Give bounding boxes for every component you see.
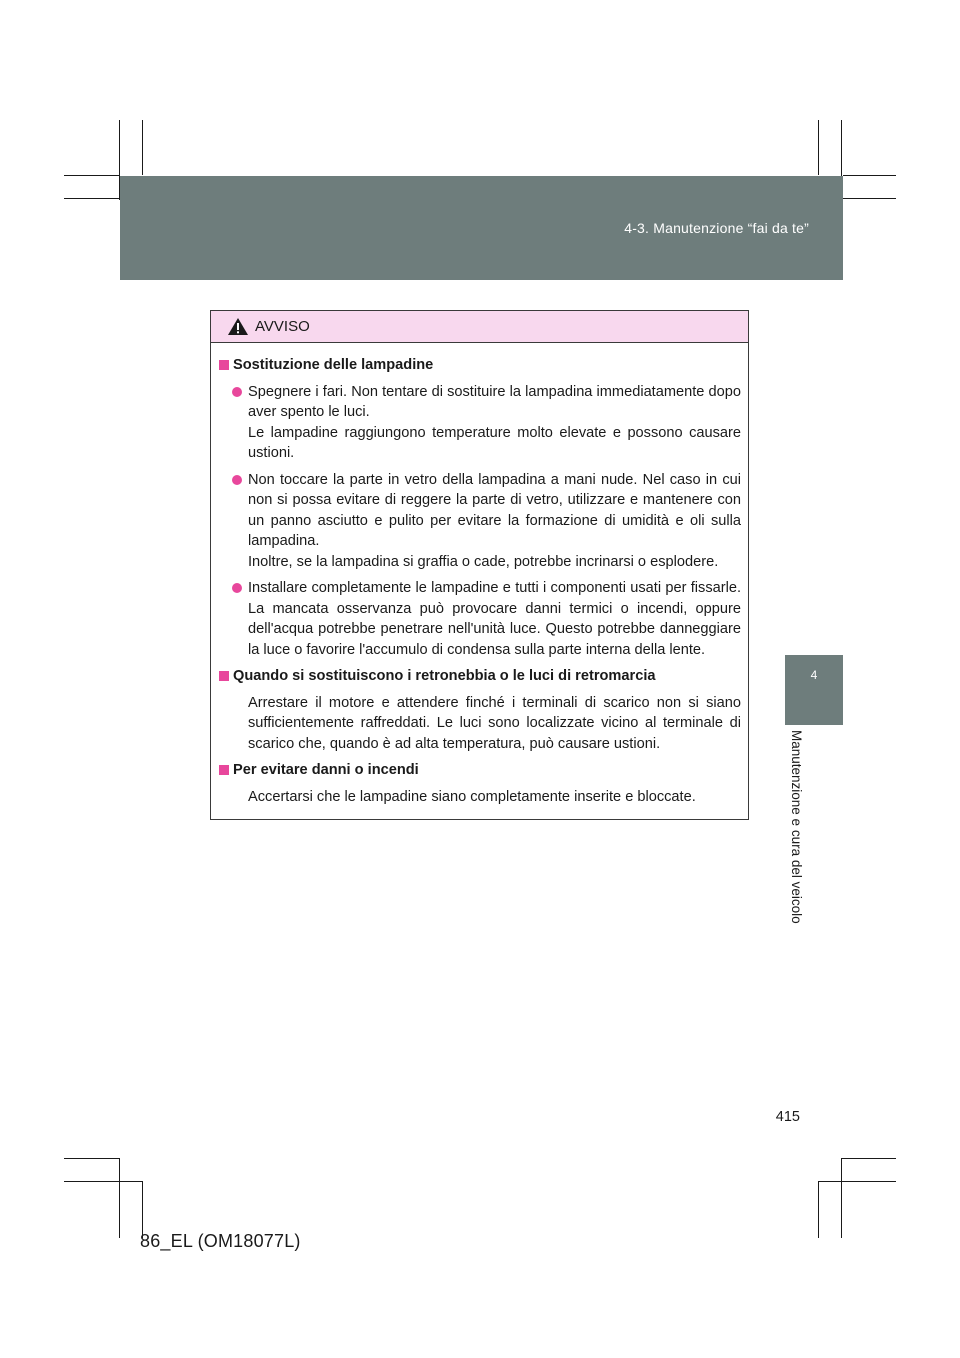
crop-mark <box>142 120 143 175</box>
warning-body <box>211 343 748 807</box>
warning-box <box>210 310 749 820</box>
list-item: Non toccare la parte in vetro della lampadina a mani nude. Nel caso in cui non si possa evitare di reggere la parte di vetro, utilizzare e mantenere con un panno asciutto e pulito per evitare la formazione di umidità e oli sulla lampadina. Inoltre, se la lampadina si graffia o cade, potrebbe incrinarsi o esplodere. <box>218 470 741 573</box>
section-heading: Quando si sostituiscono i retronebbia o le luci di retromarcia <box>218 666 741 687</box>
crop-mark <box>818 120 819 175</box>
section-title: 4-3. Manutenzione “fai da te” <box>624 220 809 236</box>
circle-bullet-icon <box>232 583 242 593</box>
warning-title: AVVISO <box>255 318 310 335</box>
warning-header <box>211 311 748 343</box>
crop-mark <box>64 1158 120 1159</box>
section-heading: Sostituzione delle lampadine <box>218 355 741 376</box>
paragraph: Accertarsi che le lampadine siano completamente inserite e bloccate. <box>248 788 696 805</box>
square-bullet-icon <box>219 360 229 370</box>
square-bullet-icon <box>219 671 229 681</box>
crop-mark <box>64 175 120 176</box>
section-heading: Per evitare danni o incendi <box>218 760 741 781</box>
crop-mark <box>818 1181 819 1238</box>
chapter-number: 4 <box>810 668 818 682</box>
crop-mark <box>142 1181 143 1238</box>
document-code: 86_EL (OM18077L) <box>140 1231 301 1251</box>
crop-mark <box>843 198 896 199</box>
crop-mark <box>119 1158 120 1238</box>
list-item: Spegnere i fari. Non tentare di sostituire la lampadina immediatamente dopo aver spento le luci. Le lampadine raggiungono temperature molto elevate e possono causare ustioni. <box>218 382 741 464</box>
circle-bullet-icon <box>232 387 242 397</box>
crop-mark <box>818 1181 896 1182</box>
square-bullet-icon <box>219 765 229 775</box>
crop-mark <box>841 1158 896 1159</box>
circle-bullet-icon <box>232 475 242 485</box>
page-number: 415 <box>775 1109 800 1125</box>
warning-triangle-icon <box>227 317 249 336</box>
header-band <box>120 176 843 280</box>
paragraph: Arrestare il motore e attendere finché i terminali di scarico non si siano sufficientemente raffreddati. Le luci sono localizzate vicino al terminale di scarico che, quando è ad alta temperatura, può causare ustioni. <box>248 694 741 752</box>
chapter-side-label: Manutenzione e cura del veicolo <box>789 730 804 924</box>
crop-mark <box>843 175 896 176</box>
list-item: Installare completamente le lampadine e tutti i componenti usati per fissarle. La mancata osservanza può provocare danni termici o incendi, oppure dell'acqua potrebbe penetrare nell'unità luce. Questo potrebbe danneggiare la luce o favorire l'accumulo di condensa sulla parte interna della lente. <box>218 578 741 660</box>
crop-mark <box>841 1158 842 1238</box>
crop-mark <box>64 198 120 199</box>
crop-mark <box>64 1181 143 1182</box>
chapter-tab <box>785 655 843 725</box>
